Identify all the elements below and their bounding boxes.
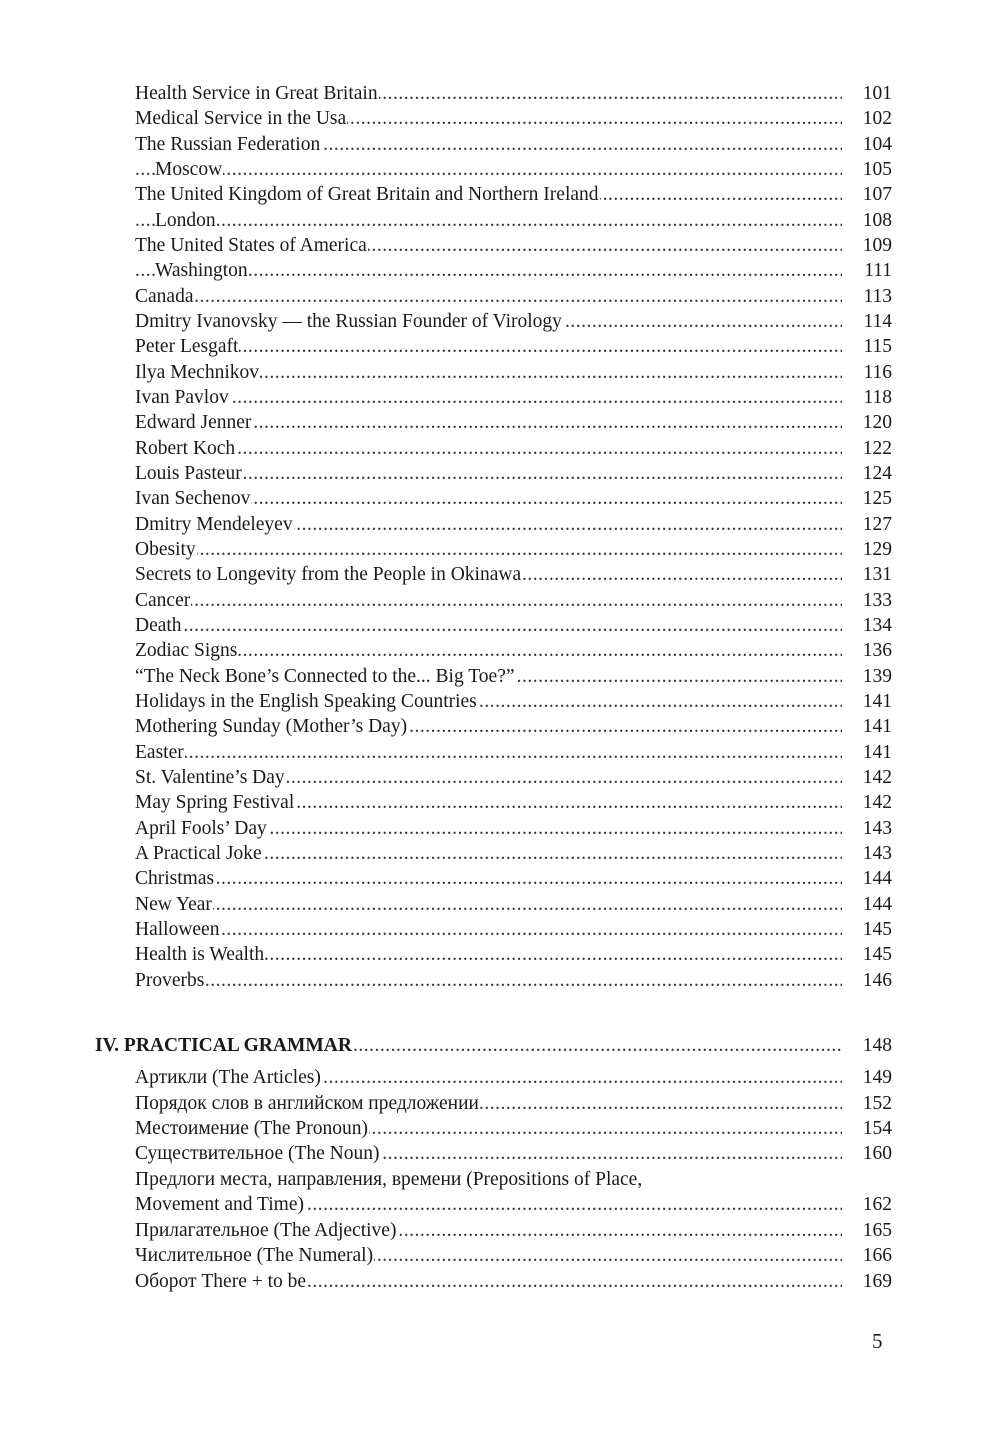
toc-entry-page: 141 [862,742,892,763]
toc-entry [135,486,892,512]
toc-entry-page: 152 [862,1093,892,1114]
toc-entry [135,436,892,462]
toc-entry [135,1192,892,1218]
toc-entry-title: Edward Jenner [135,410,252,436]
leader-dots [135,537,842,563]
toc-entry-page: 160 [862,1143,892,1164]
toc-entry [135,1116,892,1142]
toc-entry [135,182,892,208]
toc-entry-page: 129 [862,539,892,560]
toc-entry-title: Washington [155,258,249,284]
toc-entry-page: 136 [862,640,892,661]
toc-entry-title: Оборот There + to be [135,1269,307,1295]
toc-entry-page: 114 [863,311,892,332]
toc-entry-title: New Year [135,892,213,918]
toc-entry [135,1269,892,1295]
toc-entry [135,1091,892,1117]
toc-entry [135,1218,892,1244]
toc-entry-title: Порядок слов в английском предложении [135,1091,480,1117]
toc-entry-page: 134 [862,615,892,636]
toc-entry-title: Ilya Mechnikov [135,360,260,386]
toc-entry-title: “The Neck Bone’s Connected to the... Big Toe?” [135,664,516,690]
toc-entry-page: 141 [862,716,892,737]
section-heading [95,1033,892,1059]
toc-entry-page: 113 [863,286,892,307]
toc-entry [135,537,892,563]
toc-entry-page: 143 [862,843,892,864]
toc-entry-page: 142 [862,767,892,788]
toc-entry-title: Dmitry Mendeleyev [135,512,294,538]
toc-entry-title: A Practical Joke [135,841,263,867]
toc-entry-page: 162 [862,1194,892,1215]
toc-entry [135,512,892,538]
toc-entry-title: Easter [135,740,185,766]
toc-entry-title: Secrets to Longevity from the People in Okinawa [135,562,522,588]
leader-dots [135,334,842,360]
toc-entry [135,968,892,994]
toc-entry-page: 144 [862,868,892,889]
leader-dots [135,638,842,664]
toc-entry-page: 143 [862,818,892,839]
toc-entry-page: 105 [862,159,892,180]
toc-entry-page: 169 [862,1271,892,1292]
toc-entry-title: Christmas [135,866,215,892]
toc-entry-first-line: Предлоги места, направления, времени (Prepositions of Place, [135,1169,643,1190]
toc-entry-page: 101 [862,83,892,104]
leader-dots [135,385,842,411]
toc-entry-title: Артикли (The Articles) [135,1065,322,1091]
toc-entry-title: Canada [135,284,194,310]
toc-entry-title: The United Kingdom of Great Britain and Northern Ireland [135,182,600,208]
toc-entry [135,689,892,715]
toc-entry-page: 145 [862,919,892,940]
toc-entry [135,790,892,816]
toc-entry-title: Movement and Time) [135,1192,305,1218]
toc-entry-page: 146 [862,970,892,991]
leader-dots [135,968,842,994]
toc-entry-title: Местоимение (The Pronoun) [135,1116,369,1142]
toc-entry-title: Прилагательное (The Adjective) [135,1218,397,1244]
page-number: 5 [872,1329,883,1353]
toc-entry-title: May Spring Festival [135,790,295,816]
toc-entry-title: Существительное (The Noun) [135,1141,381,1167]
toc-entry-page: 166 [862,1245,892,1266]
section-heading-title: IV. PRACTICAL GRAMMAR [95,1033,353,1059]
toc-entry-title: Death [135,613,183,639]
toc-entry-page: 107 [862,184,892,205]
toc-entry-page: 154 [862,1118,892,1139]
toc-entry [135,562,892,588]
toc-entry-title: London [155,208,217,234]
toc-entry [135,410,892,436]
toc-entry-title: Obesity [135,537,197,563]
toc-entry [135,233,892,259]
toc-subentry [135,157,892,183]
toc-entry-page: 120 [862,412,892,433]
toc-entry [135,714,892,740]
toc-entry-page: 108 [862,210,892,231]
toc-entry-title: Ivan Sechenov [135,486,251,512]
toc-entry [135,81,892,107]
leader-dots [135,892,842,918]
toc-entry [135,740,892,766]
toc-entry-title: Health Service in Great Britain [135,81,379,107]
toc-entry-page: 125 [862,488,892,509]
toc-entry-page: 102 [862,108,892,129]
toc-subentry [135,208,892,234]
toc-entry-title: Dmitry Ivanovsky — the Russian Founder of Virology [135,309,563,335]
toc-entry-page: 109 [862,235,892,256]
toc-entry-page: 116 [863,362,892,383]
toc-entry [135,765,892,791]
toc-entry-page: 124 [862,463,892,484]
toc-entry [135,942,892,968]
toc-entry-page: 139 [862,666,892,687]
toc-entry [135,613,892,639]
toc-entry-page: 111 [864,260,892,281]
toc-entry-page: 165 [862,1220,892,1241]
toc-entry-title: Holidays in the English Speaking Countries [135,689,478,715]
toc-entry [135,1243,892,1269]
toc-entry [135,1141,892,1167]
leader-dots [135,740,842,766]
toc-entry [135,284,892,310]
toc-entry-page: 144 [862,894,892,915]
leader-dots [135,284,842,310]
toc-entry-title: Mothering Sunday (Mother’s Day) [135,714,408,740]
toc-entry-title: The Russian Federation [135,132,321,158]
toc-entry-title: Числительное (The Numeral) [135,1243,374,1269]
toc-entry [135,360,892,386]
toc-entry [135,917,892,943]
leader-dots [135,208,842,234]
toc-entry [135,1065,892,1091]
toc-entry [135,892,892,918]
leader-dots [135,588,842,614]
toc-entry-title: The United States of America [135,233,368,259]
toc-entry [135,309,892,335]
toc-entry-page: 122 [862,438,892,459]
leader-dots [135,436,842,462]
toc-entry-title: Moscow [155,157,223,183]
toc-entry-page: 142 [862,792,892,813]
leader-dots [135,157,842,183]
toc-entry-title: Louis Pasteur [135,461,243,487]
toc-entry [135,334,892,360]
toc-entry [135,866,892,892]
toc-entry-page: 149 [862,1067,892,1088]
toc-entry-title: April Fools’ Day [135,816,268,842]
toc-entry [135,106,892,132]
toc-entry-page: 133 [862,590,892,611]
toc-subentry [135,258,892,284]
toc-entry [135,385,892,411]
toc-entry-page: 131 [862,564,892,585]
toc-entry-title: Health is Wealth [135,942,265,968]
leader-dots [135,613,842,639]
toc-entry-page: 127 [862,514,892,535]
section-heading-page: 148 [862,1035,892,1056]
leader-dots [135,866,842,892]
toc-entry-title: Cancer [135,588,191,614]
toc-entry-page: 104 [862,134,892,155]
toc-entry [135,841,892,867]
toc-entry [135,132,892,158]
toc-entry-title: Halloween [135,917,220,943]
toc-entry-title: Medical Service in the Usa [135,106,347,132]
toc-entry-title: Zodiac Signs [135,638,238,664]
toc-entry [135,461,892,487]
toc-entry [135,816,892,842]
toc-entry-title: Ivan Pavlov [135,385,230,411]
toc-entry [135,638,892,664]
toc-entry-page: 141 [862,691,892,712]
toc-entry-title: Peter Lesgaft [135,334,239,360]
toc-entry-title: Robert Koch [135,436,236,462]
toc-entry-title: Proverbs [135,968,205,994]
toc-entry-page: 118 [863,387,892,408]
toc-entry-page: 115 [863,336,892,357]
toc-entry [135,588,892,614]
leader-dots [135,917,842,943]
toc-entry [135,664,892,690]
toc-entry-title: St. Valentine’s Day [135,765,286,791]
toc-entry-page: 145 [862,944,892,965]
